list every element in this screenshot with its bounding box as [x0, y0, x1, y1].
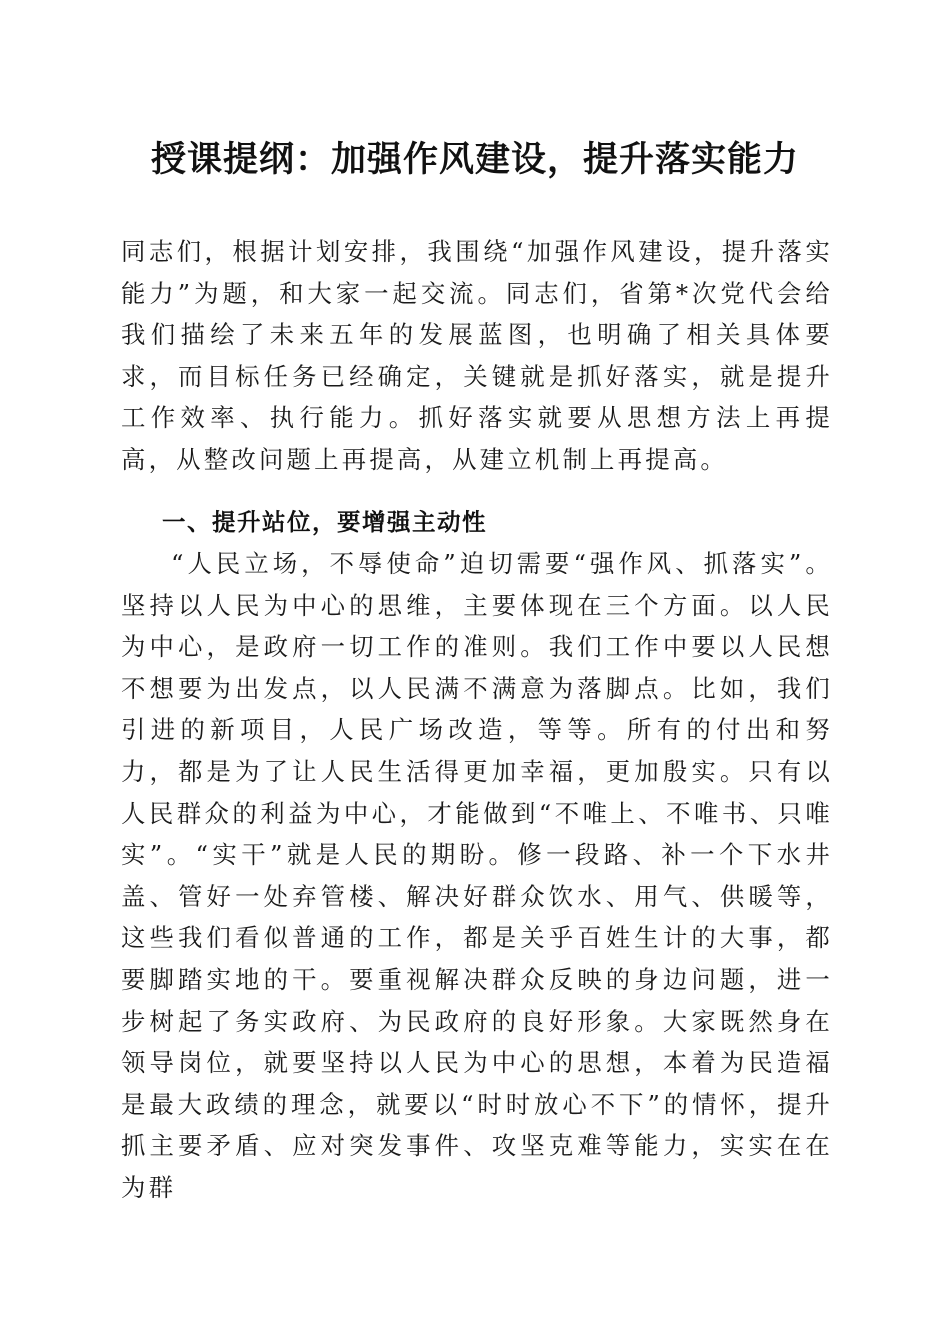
section-one-paragraph: “人民立场，不辱使命”迫切需要“强作风、抓落实”。坚持以人民为中心的思维，主要体现在三个方面。以人民为中心，是政府一切工作的准则。我们工作中要以人民想不想要为出发点，以人民满不满意为落脚点。比如，我们引进的新项目，人民广场改造，等等。所有的付出和努力，都是为了让人民生活得更加幸福，更加殷实。只有以人民群众的利益为中心，才能做到“不唯上、不唯书、只唯实”。“实干”就是人民的期盼。修一段路、补一个下水井盖、管好一处弃管楼、解决好群众饮水、用气、供暖等，这些我们看似普通的工作，都是关乎百姓生计的大事，都要脚踏实地的干。要重视解决群众反映的身边问题，进一步树起了务实政府、为民政府的良好形象。大家既然身在领导岗位，就要坚持以人民为中心的思想，本着为民造福是最大政绩的理念，就要以“时时放心不下”的情怀，提升抓主要矛盾、应对突发事件、攻坚克难等能力，实实在在为群	[121, 549, 833, 1202]
document-title: 授课提纲：加强作风建设，提升落实能力	[150, 139, 799, 180]
section-heading-one: 一、提升站位，要增强主动性	[162, 508, 487, 536]
intro-paragraph: 同志们，根据计划安排，我围绕“加强作风建设，提升落实能力”为题，和大家一起交流。同志们，省第*次党代会给我们描绘了未来五年的发展蓝图，也明确了相关具体要求，而目标任务已经确定，关键就是抓好落实，就是提升工作效率、执行能力。抓好落实就要从思想方法上再提高，从整改问题上再提高，从建立机制上再提高。	[121, 237, 833, 474]
